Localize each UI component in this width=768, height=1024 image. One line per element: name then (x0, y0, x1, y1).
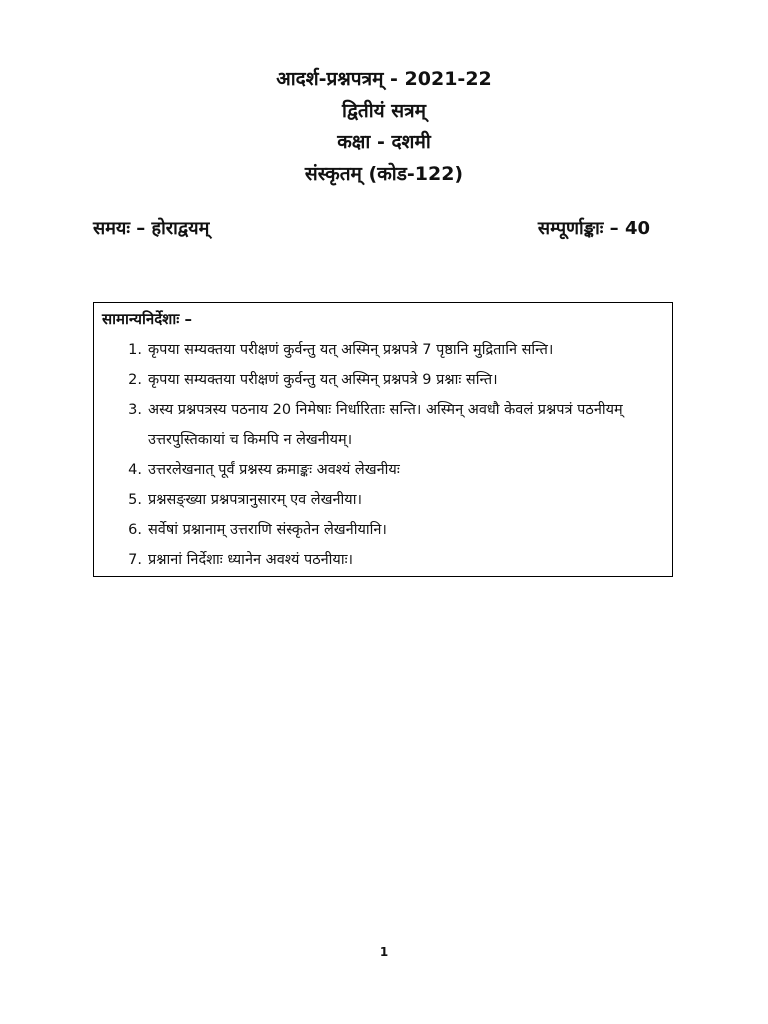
instruction-text: उत्तरलेखनात् पूर्वं प्रश्नस्य क्रमाङ्कः अवश्यं लेखनीयः (148, 462, 400, 478)
instructions-list (102, 335, 664, 575)
instruction-item (102, 455, 664, 485)
instruction-text: कृपया सम्यक्तया परीक्षणं कुर्वन्तु यत् अस्मिन् प्रश्नपत्रे 7 पृष्ठानि मुद्रितानि सन्ति। (148, 342, 554, 358)
instruction-number: 1. (128, 342, 142, 358)
instruction-item (102, 365, 664, 395)
document-header (0, 64, 768, 190)
instruction-text: सर्वेषां प्रश्नानाम् उत्तराणि संस्कृतेन लेखनीयानि। (148, 522, 387, 538)
instruction-text: प्रश्नानां निर्देशाः ध्यानेन अवश्यं पठनीयाः। (148, 552, 354, 568)
instruction-number: 7. (128, 552, 142, 568)
instruction-item (102, 335, 664, 365)
instruction-text: प्रश्नसङ्ख्या प्रश्नपत्रानुसारम् एव लेखनीया। (148, 492, 362, 508)
subject-label: संस्कृतम् (कोड-122) (304, 162, 464, 185)
instruction-item (102, 395, 664, 455)
instruction-number: 5. (128, 492, 142, 508)
instruction-number: 2. (128, 372, 142, 388)
page-number: 1 (379, 945, 389, 959)
term-label: द्वितीयं सत्रम् (342, 99, 426, 122)
class-label: कक्षा - दशमी (337, 131, 431, 153)
general-instructions-box (93, 302, 673, 577)
instruction-text: कृपया सम्यक्तया परीक्षणं कुर्वन्तु यत् अस्मिन् प्रश्नपत्रे 9 प्रश्नाः सन्ति। (148, 372, 498, 388)
paper-title: आदर्श-प्रश्नपत्रम् - 2021-22 (276, 68, 492, 90)
instruction-number: 3. (128, 402, 142, 418)
instruction-item (102, 485, 664, 515)
instructions-title: सामान्यनिर्देशाः – (102, 310, 193, 328)
instruction-item (102, 515, 664, 545)
instruction-number: 4. (128, 462, 142, 478)
instruction-number: 6. (128, 522, 142, 538)
time-allowed: समयः – होराद्वयम् (93, 218, 210, 239)
maximum-marks: सम्पूर्णाङ्काः – 40 (537, 218, 650, 239)
instruction-text: अस्य प्रश्नपत्रस्य पठनाय 20 निमेषाः निर्धारिताः सन्ति। अस्मिन् अवधौ केवलं प्रश्नपत्रं पठनीयम् उत्तरपुस्तिकायां च किमपि न लेखनीयम्। (148, 402, 623, 448)
instruction-item (102, 545, 664, 575)
